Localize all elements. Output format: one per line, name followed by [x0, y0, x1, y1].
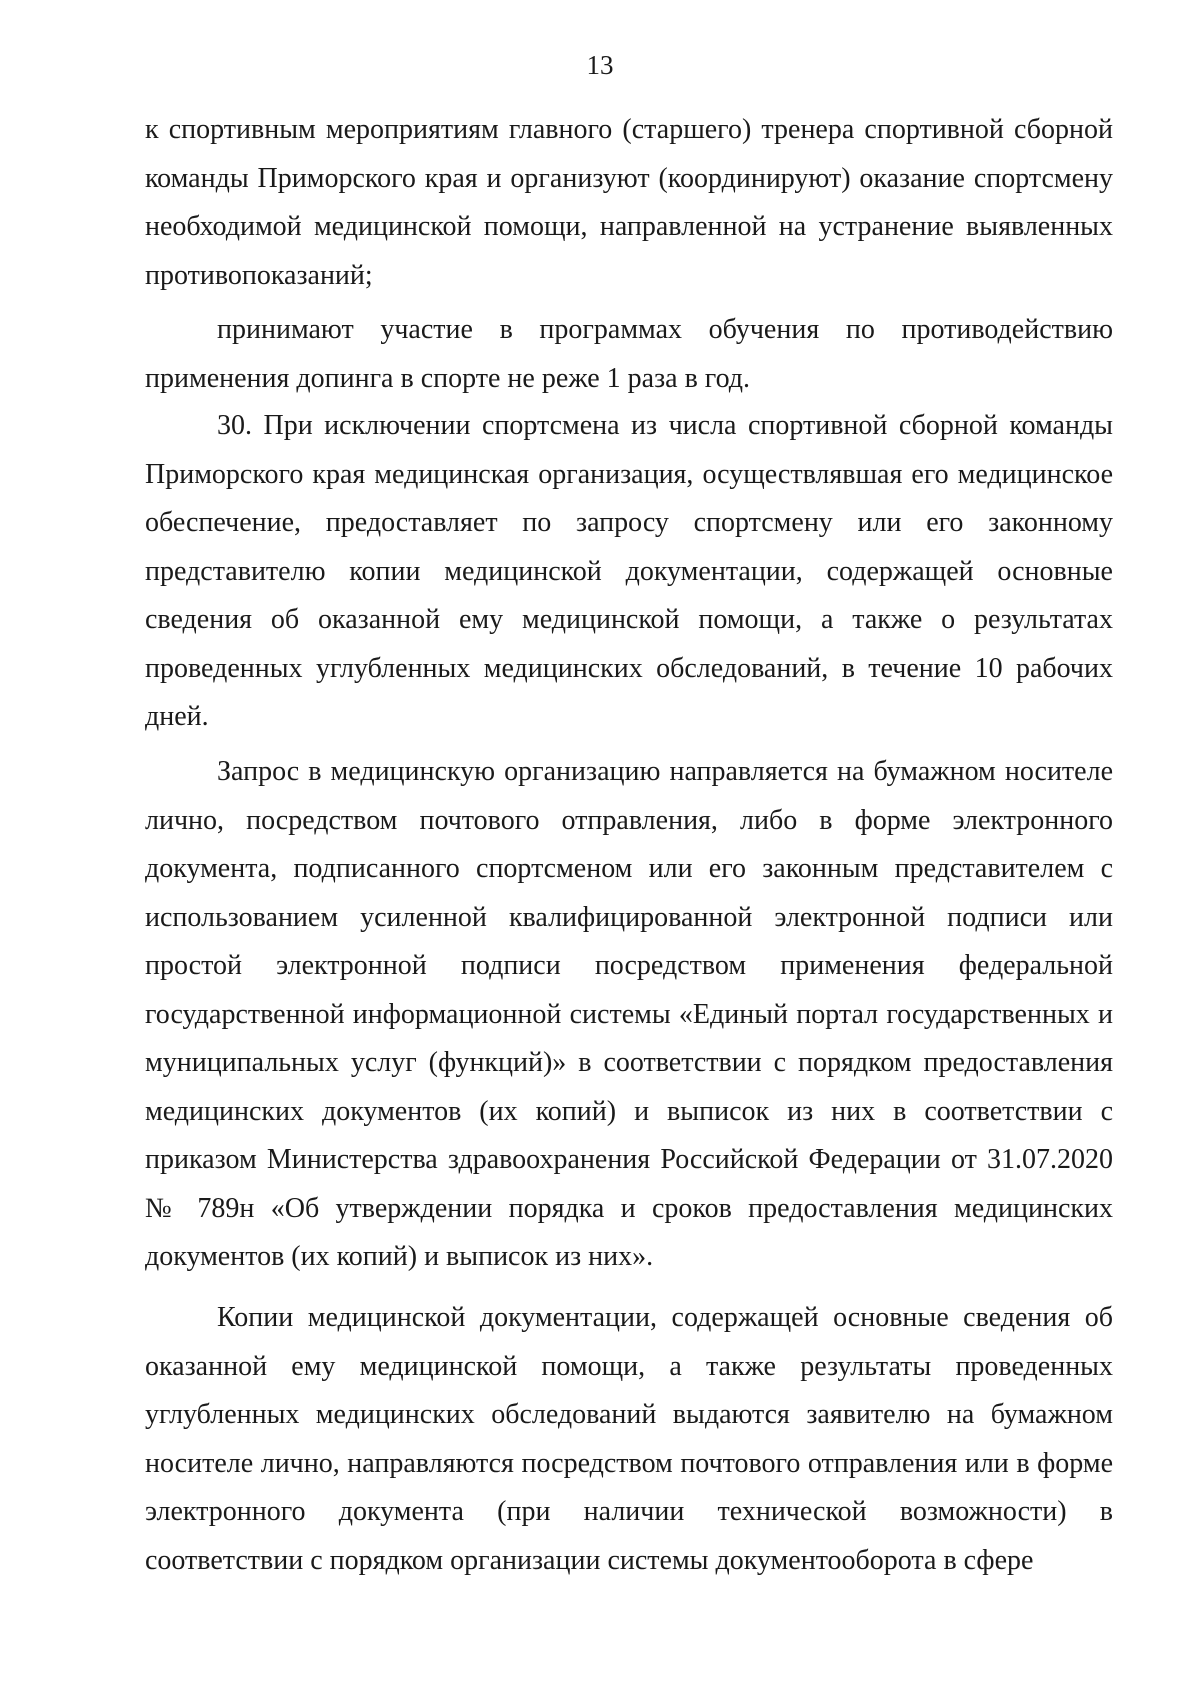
paragraph-3 [145, 402, 1113, 742]
paragraph-text: к спортивным мероприятиям главного (старшего) тренера спортивной сборной команды Приморского края и организуют (координируют) оказание спортсмену необходимой медицинской помощи, направленной на устранение выявленных противопоказаний; [145, 114, 1113, 291]
page-number: 13 [586, 50, 614, 80]
paragraph-2 [145, 306, 1113, 403]
paragraph-text: 30. При исключении спортсмена из числа спортивной сборной команды Приморского края медицинская организация, осуществлявшая его медицинское обеспечение, предоставляет по запросу спортсмену или его законному представителю копии медицинской документации, содержащей основные сведения об оказанной ему медицинской помощи, а также о результатах проведенных углубленных медицинских обследований, в течение 10 рабочих дней. [145, 410, 1113, 732]
paragraph-text: принимают участие в программах обучения по противодействию применения допинга в спорте не реже 1 раза в год. [145, 314, 1113, 394]
paragraph-4 [145, 748, 1113, 1282]
paragraph-1 [145, 106, 1113, 300]
paragraph-text: Копии медицинской документации, содержащей основные сведения об оказанной ему медицинской помощи, а также результаты проведенных углубленных медицинских обследований выдаются заявителю на бумажном носителе лично, направляются посредством почтового отправления или в форме электронного документа (при наличии технической возможности) в соответствии с порядком организации системы документооборота в сфере [145, 1302, 1113, 1576]
paragraph-text: Запрос в медицинскую организацию направляется на бумажном носителе лично, посредством почтового отправления, либо в форме электронного документа, подписанного спортсменом или его законным представителем с использованием усиленной квалифицированной электронной подписи или простой электронной подписи посредством применения федеральной государственной информационной системы «Единый портал государственных и муниципальных услуг (функций)» в соответствии с порядком предоставления медицинских документов (их копий) и выписок из них в соответствии с приказом Министерства здравоохранения Российской Федерации от 31.07.2020 № 789н «Об утверждении порядка и сроков предоставления медицинских документов (их копий) и выписок из них». [145, 756, 1113, 1272]
paragraph-5 [145, 1294, 1113, 1585]
